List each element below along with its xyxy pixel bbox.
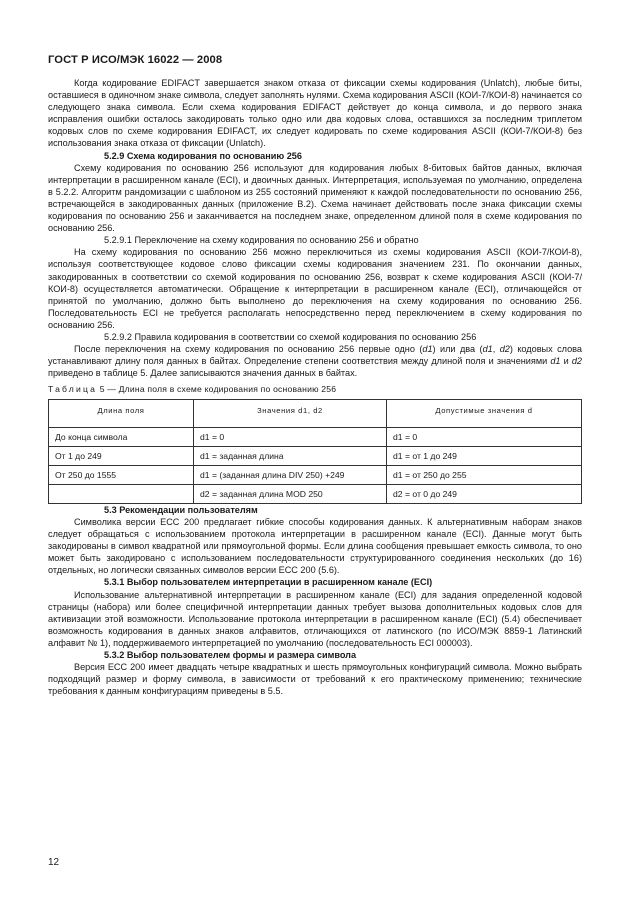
document-body xyxy=(48,77,582,697)
table-row xyxy=(49,427,582,446)
page-header: ГОСТ Р ИСО/МЭК 16022 — 2008 xyxy=(48,54,223,66)
table-row xyxy=(49,446,582,465)
table-cell: d1 = заданная длина xyxy=(194,446,387,465)
section-heading-5-2-9: 5.2.9 Схема кодирования по основанию 256 xyxy=(104,150,302,161)
table-cell: d2 = заданная длина MOD 250 xyxy=(194,484,387,503)
section-heading-5-3-2: 5.3.2 Выбор пользователем формы и размера символа xyxy=(104,650,357,661)
paragraph-base256-rules: После переключения на схему кодирования по основанию 256 первые одно (d1) или два (d1, d2) кодовых слова устанавливают длину поля данных в байтах. Определение степени соответствия между длиной поля и значениями d1 и d2 приведено в таблице 5. Далее записываются значения данных в байтах. xyxy=(48,344,582,379)
paragraph-user-recommendations: Символика версии ECC 200 предлагает гибкие способы кодирования данных. К альтернативным наборам знаков следует обращаться с использованием протокола интерпретации в расширенном канале (ECI). Данные могут быть закодированы в символ квадратной или прямоугольной формы. Если длина сообщения превышает емкость символа, то оно может быть закодировано с использованием последовательности структурированного соединения нескольких (до 16) отдельных, но логически связанных символов версии ECC 200 (5.6). xyxy=(48,517,582,576)
paragraph-symbol-shape: Версия ECC 200 имеет двадцать четыре квадратных и шесть прямоугольных конфигураций символа. Можно выбрать подходящий размер и форму символа, в зависимости от требований к его практическому применению; технические требования к данным конфигурациям приведены в 5.5. xyxy=(48,662,582,697)
table-header-row xyxy=(49,400,582,427)
table-cell xyxy=(49,484,194,503)
table-cell: d1 = от 1 до 249 xyxy=(387,446,582,465)
table-header-cell: Длина поля xyxy=(49,400,194,427)
table-cell: От 1 до 249 xyxy=(49,446,194,465)
table-caption: Таблица 5 — Длина поля в схеме кодирования по основанию 256 xyxy=(48,384,337,395)
paragraph-eci-selection: Использование альтернативной интерпретации в расширенном канале (ECI) для задания определенной кодовой страницы (набора) или более специфичной интерпретации данных требует вызова дополнительных кодовых слов для активизации этой возможности. Использование протокола интерпретации в расширенном канале (ECI) (5.4) обеспечивает возможность кодирования в данных знаков алфавитов, отличающихся от латинского (по ИСО/МЭК 8859-1 Латинский алфавит № 1), поддерживаемого интерпретацией по умолчанию (последовательность ECI 000003). xyxy=(48,589,582,648)
page-number: 12 xyxy=(48,857,60,868)
table-header-cell: Значения d1, d2 xyxy=(194,400,387,427)
section-heading-5-3: 5.3 Рекомендации пользователям xyxy=(104,504,258,515)
subsection-5-2-9-2: 5.2.9.2 Правила кодирования в соответствии со схемой кодирования по основанию 256 xyxy=(104,331,477,342)
table-row xyxy=(49,465,582,484)
field-length-table xyxy=(48,399,582,503)
paragraph-base256-switch: На схему кодирования по основанию 256 можно переключиться из схемы кодирования ASCII (КОИ-7/КОИ-8), используя соответствующее кодовое слово фиксации схемы кодирования значением 231. По окончании данных, закодированных в соответствии со схемой кодирования по основанию 256, возврат к схеме кодирования ASCII (КОИ-7/КОИ-8) осуществляется автоматически. Обращение к интерпретации в расширенном канале (ECI), отличающейся от принятой по умолчанию, должно быть выполнено до переключения на схему кодирования по основанию 256. Последовательность ECI не требуется располагать непосредственно перед переключением в схему кодирования по основанию 256. xyxy=(48,247,582,330)
paragraph-base256-intro: Схему кодирования по основанию 256 используют для кодирования любых 8-битовых байтов данных, включая интерпретации в расширенном канале (ECI), и двоичных данных. Интерпретация, используемая по умолчанию, определена в 5.2.2. Алгоритм рандомизации с шаблоном из 255 состояний применяют к каждой последовательности по основанию 256, встречающейся в закодированных данных (приложение В.2). Схема начинает действовать после знака фиксации схемы кодирования по основанию 256 и заканчивается на последнем знаке, определенном длиной поля в схеме кодирования по основанию 256. xyxy=(48,162,582,234)
section-heading-5-3-1: 5.3.1 Выбор пользователем интерпретации в расширенном канале (ECI) xyxy=(104,577,433,588)
paragraph-edifact-end: Когда кодирование EDIFACT завершается знаком отказа от фиксации схемы кодирования (Unlatch), любые биты, оставшиеся в одиночном знаке символа, следует заполнять нулями. Схема кодирования ASCII (КОИ-7/КОИ-8) начинается со следующего знака символа. Если схема кодирования EDIFACT действует до конца символа, и до первого знака исправления ошибки осталось закодировать только одно или два кодовых слова, оставшихся за последним триплетом кодовых слов по схеме кодирования EDIFACT, их следует кодировать по схеме кодирования ASCII (КОИ-7/КОИ-8) без использования знака отказа от фиксации (Unlatch). xyxy=(48,78,582,149)
subsection-5-2-9-1: 5.2.9.1 Переключение на схему кодирования по основанию 256 и обратно xyxy=(104,235,419,246)
table-cell: До конца символа xyxy=(49,427,194,446)
table-header-cell: Допустимые значения d xyxy=(387,400,582,427)
table-cell: d1 = 0 xyxy=(387,427,582,446)
table-row xyxy=(49,484,582,503)
table-cell: d1 = от 250 до 255 xyxy=(387,465,582,484)
table-cell: От 250 до 1555 xyxy=(49,465,194,484)
table-cell: d1 = (заданная длина DIV 250) +249 xyxy=(194,465,387,484)
table-cell: d2 = от 0 до 249 xyxy=(387,484,582,503)
table-cell: d1 = 0 xyxy=(194,427,387,446)
